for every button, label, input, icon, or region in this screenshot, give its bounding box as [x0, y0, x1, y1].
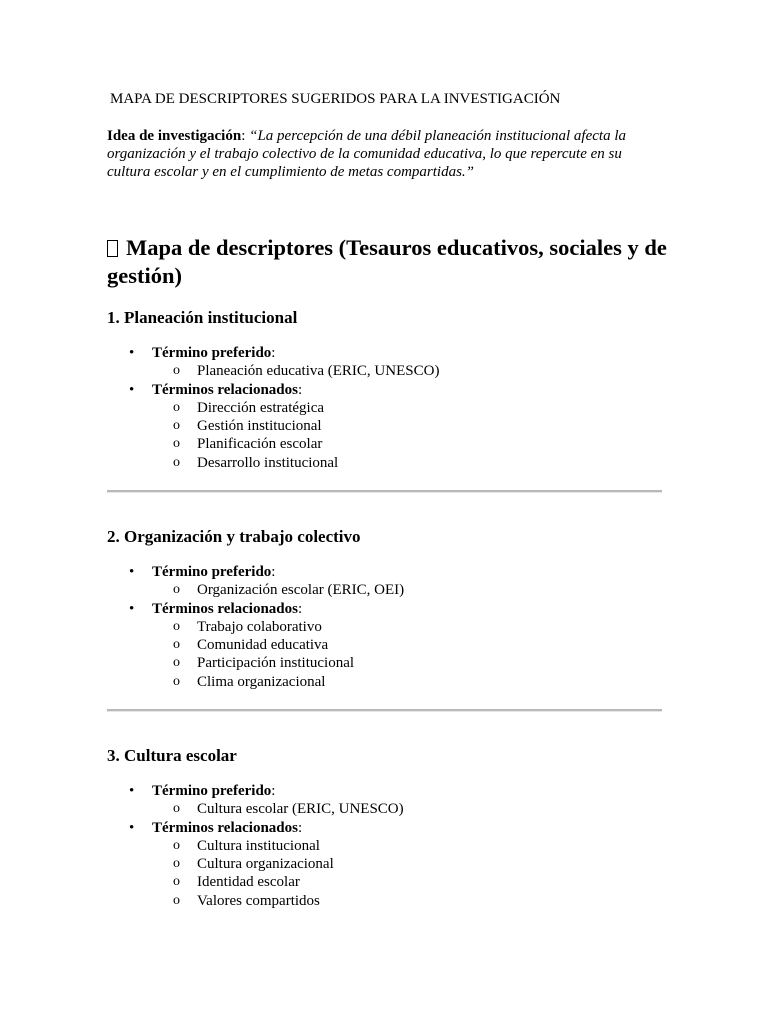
related-terms-label: Términos relacionados [152, 381, 298, 398]
term-text: Dirección estratégica [197, 399, 325, 416]
descriptor-list [107, 782, 662, 910]
preferred-term-item [107, 782, 662, 819]
research-idea-label: Idea de investigación [107, 128, 242, 144]
list-item [152, 399, 662, 417]
descriptor-map-heading-text: Mapa de descriptores (Tesauros educativos, sociales y de gestión) [107, 235, 667, 288]
sub-bullet-marker: o [173, 418, 180, 434]
related-terms-list [152, 618, 662, 691]
related-terms-label: Términos relacionados [152, 819, 298, 836]
list-item [152, 454, 662, 472]
list-item [152, 618, 662, 636]
section-title: 3. Cultura escolar [107, 746, 237, 765]
bullet-marker: • [129, 819, 135, 836]
sub-bullet-marker: o [173, 399, 180, 415]
descriptor-section-1 [107, 308, 662, 471]
label-colon: : [271, 345, 276, 361]
preferred-term-item [107, 344, 662, 381]
document-title: MAPA DE DESCRIPTORES SUGERIDOS PARA LA INVESTIGACIÓN [110, 91, 561, 107]
research-idea-text: “La percepción de una débil planeación institucional afecta la organización y el trabajo colectivo de la comunidad educativa, lo que repercute en su cultura escolar y en el cumplimiento de metas compartidas.” [107, 128, 626, 180]
preferred-term-list [152, 362, 662, 380]
horizontal-divider [107, 709, 662, 712]
term-text: Organización escolar (ERIC, OEI) [197, 582, 405, 599]
related-terms-label: Términos relacionados [152, 600, 298, 617]
sub-bullet-marker: o [173, 837, 180, 853]
bullet-marker: • [129, 564, 135, 580]
bullet-marker: • [129, 381, 135, 398]
bullet-marker: • [129, 783, 135, 799]
label-colon: : [297, 600, 303, 617]
horizontal-divider [107, 490, 662, 493]
term-text: Comunidad educativa [197, 637, 329, 654]
term-text: Planificación escolar [197, 436, 323, 453]
list-item [152, 800, 662, 818]
list-item [152, 892, 662, 910]
list-item [152, 362, 662, 380]
sub-bullet-marker: o [173, 637, 180, 653]
related-terms-list [152, 837, 662, 910]
term-text: Participación institucional [197, 655, 355, 672]
label-colon: : [271, 564, 276, 580]
sub-bullet-marker: o [173, 436, 180, 452]
term-text: Planeación educativa (ERIC, UNESCO) [197, 363, 440, 380]
descriptor-map-heading [107, 234, 687, 290]
list-item [152, 581, 662, 599]
term-text: Desarrollo institucional [197, 454, 339, 471]
term-text: Cultura institucional [197, 837, 320, 854]
preferred-term-label: Término preferido [152, 783, 272, 799]
research-idea-colon: : [241, 128, 246, 144]
term-text: Cultura escolar (ERIC, UNESCO) [197, 801, 404, 818]
sub-bullet-marker: o [173, 454, 180, 470]
bullet-marker: • [129, 600, 135, 617]
sub-bullet-marker: o [173, 655, 180, 671]
label-colon: : [297, 381, 303, 398]
missing-glyph-box-icon [107, 240, 118, 257]
section-title: 1. Planeación institucional [107, 308, 298, 327]
descriptor-list [107, 563, 662, 691]
sub-bullet-marker: o [173, 582, 180, 598]
preferred-term-label: Término preferido [152, 345, 272, 361]
sub-bullet-marker: o [173, 856, 180, 872]
section-title: 2. Organización y trabajo colectivo [107, 527, 361, 546]
list-item [152, 417, 662, 435]
list-item [152, 654, 662, 672]
sub-bullet-marker: o [173, 618, 180, 634]
related-terms-item [107, 819, 662, 910]
sub-bullet-marker: o [173, 673, 180, 689]
term-text: Cultura organizacional [197, 856, 334, 873]
preferred-term-list [152, 581, 662, 599]
term-text: Valores compartidos [197, 892, 320, 909]
descriptor-section-3 [107, 746, 662, 909]
list-item [152, 873, 662, 891]
list-item [152, 673, 662, 691]
label-colon: : [297, 819, 303, 836]
preferred-term-label: Término preferido [152, 564, 272, 580]
descriptor-section-2 [107, 527, 662, 690]
related-terms-item [107, 600, 662, 691]
sub-bullet-marker: o [173, 874, 180, 890]
preferred-term-list [152, 800, 662, 818]
sub-bullet-marker: o [173, 801, 180, 817]
list-item [152, 837, 662, 855]
label-colon: : [271, 783, 276, 799]
related-terms-list [152, 399, 662, 472]
sub-bullet-marker: o [173, 892, 180, 908]
list-item [152, 855, 662, 873]
sub-bullet-marker: o [173, 363, 180, 379]
list-item [152, 636, 662, 654]
preferred-term-item [107, 563, 662, 600]
term-text: Trabajo colaborativo [197, 618, 322, 635]
related-terms-item [107, 381, 662, 472]
term-text: Clima organizacional [197, 673, 326, 690]
term-text: Identidad escolar [197, 874, 300, 891]
list-item [152, 435, 662, 453]
bullet-marker: • [129, 345, 135, 361]
research-idea-paragraph [107, 127, 667, 181]
term-text: Gestión institucional [197, 418, 322, 435]
descriptor-list [107, 344, 662, 472]
